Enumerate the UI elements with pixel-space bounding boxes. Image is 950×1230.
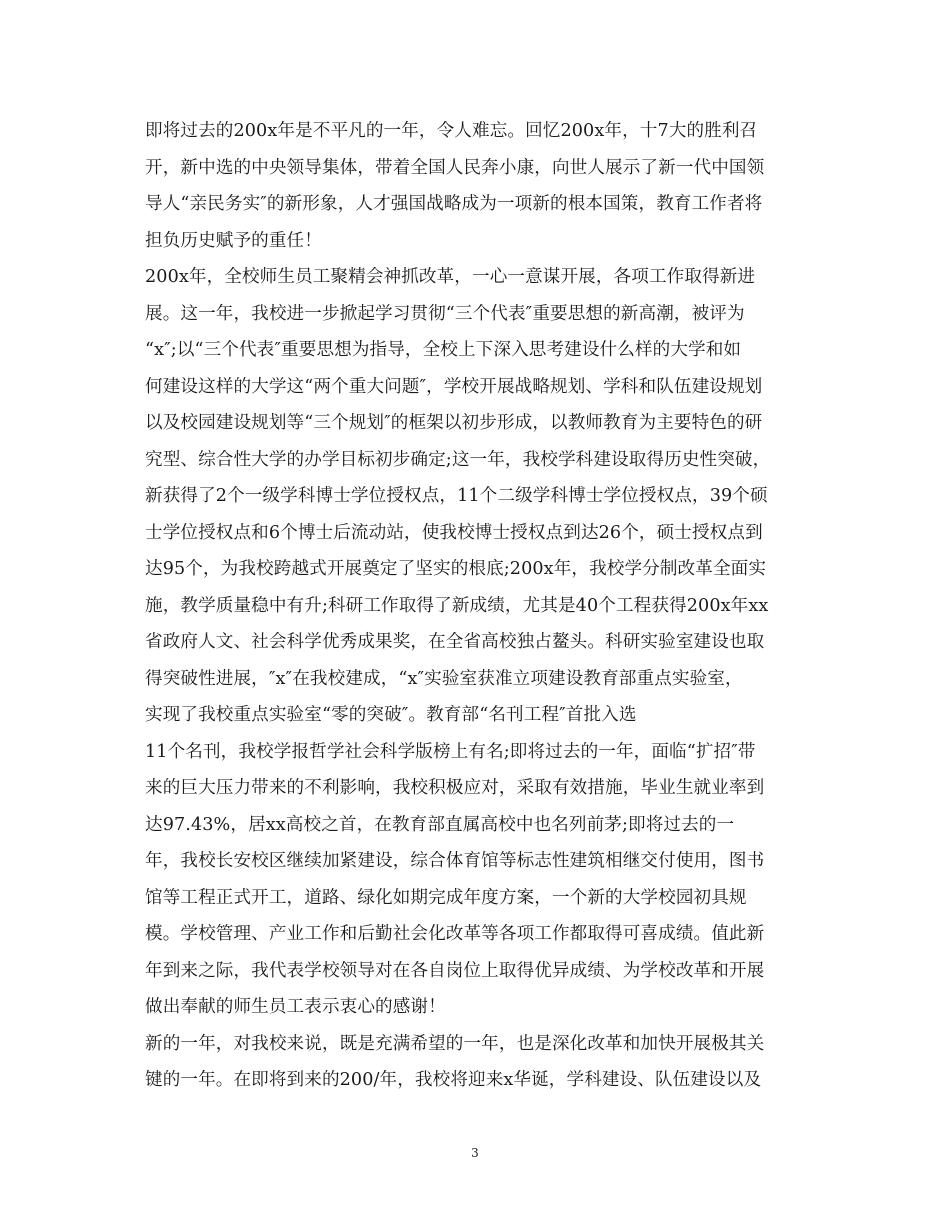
text-line: 做出奉献的师生员工表示衷心的感谢！ bbox=[145, 997, 446, 1017]
text-line: 究型、综合性大学的办学目标初步确定;这一年，我校学科建设取得历史性突破， bbox=[145, 449, 771, 470]
text-line: 省政府人文、社会科学优秀成果奖，在全省高校独占鳌头。科研实验室建设也取 bbox=[145, 632, 765, 652]
text-line: 馆等工程正式开工，道路、绿化如期完成年度方案，一个新的大学校园初具规 bbox=[145, 887, 747, 908]
text-line: 实现了我校重点实验室“零的突破″。教育部“名刊工程″首批入选 bbox=[145, 705, 637, 725]
text-line: 展。这一年，我校进一步掀起学习贯彻“三个代表″重要思想的新高潮，被评为 bbox=[145, 303, 745, 324]
text-line: 施，教学质量稳中有升;科研工作取得了新成绩，尤其是40个工程获得200x年xx bbox=[145, 595, 769, 616]
text-line: 导人“亲民务实″的新形象，人才强国战略成为一项新的根本国策，教育工作者将 bbox=[145, 194, 763, 214]
text-line: 11个名刊，我校学报哲学社会科学版榜上有名;即将过去的一年，面临“扩招″带 bbox=[145, 741, 756, 762]
text-line: 来的巨大压力带来的不利影响，我校积极应对，采取有效措施，毕业生就业率到 bbox=[145, 778, 765, 798]
text-line: 得突破性进展，″x″在我校建成，“x″实验室获准立项建设教育部重点实验室， bbox=[145, 668, 743, 689]
text-line: 新获得了2个一级学科博士学位授权点，11个二级学科博士学位授权点，39个硕 bbox=[145, 486, 768, 506]
text-line: 担负历史赋予的重任！ bbox=[145, 230, 322, 251]
text-line: 达97.43%，居xx高校之首，在教育部直属高校中也名列前茅;即将过去的一 bbox=[145, 814, 735, 835]
text-line: 年到来之际，我代表学校领导对在各自岗位上取得优异成绩、为学校改革和开展 bbox=[145, 960, 765, 981]
text-line: 年，我校长安校区继续加紧建设，综合体育馆等标志性建筑相继交付使用，图书 bbox=[145, 851, 765, 871]
text-line: “x″;以“三个代表″重要思想为指导，全校上下深入思考建设什么样的大学和如 bbox=[145, 340, 742, 360]
body-text bbox=[145, 113, 817, 1099]
text-line: 何建设这样的大学这“两个重大问题″，学校开展战略规划、学科和队伍建设规划 bbox=[145, 376, 763, 397]
text-line: 即将过去的200x年是不平凡的一年，令人难忘。回忆200x年，十7大的胜利召 bbox=[145, 121, 758, 141]
text-line: 模。学校管理、产业工作和后勤社会化改革等各项工作都取得可喜成绩。值此新 bbox=[145, 924, 765, 944]
page-number: 3 bbox=[471, 1146, 479, 1160]
text-line: 达95个，为我校跨越式开展奠定了坚实的根底;200x年，我校学分制改革全面实 bbox=[145, 559, 767, 579]
text-line: 新的一年，对我校来说，既是充满希望的一年，也是深化改革和加快开展极其关 bbox=[145, 1033, 765, 1054]
text-line: 以及校园建设规划等“三个规划″的框架以初步形成，以教师教育为主要特色的研 bbox=[145, 413, 763, 433]
text-line: 士学位授权点和6个博士后流动站，使我校博士授权点到达26个，硕士授权点到 bbox=[145, 522, 763, 543]
text-line: 开，新中选的中央领导集体，带着全国人民奔小康，向世人展示了新一代中国领 bbox=[145, 157, 765, 178]
text-line: 200x年，全校师生员工聚精会神抓改革，一心一意谋开展，各项工作取得新进 bbox=[145, 267, 756, 287]
text-line: 键的一年。在即将到来的200/年，我校将迎来x华诞，学科建设、队伍建设以及 bbox=[145, 1070, 762, 1090]
